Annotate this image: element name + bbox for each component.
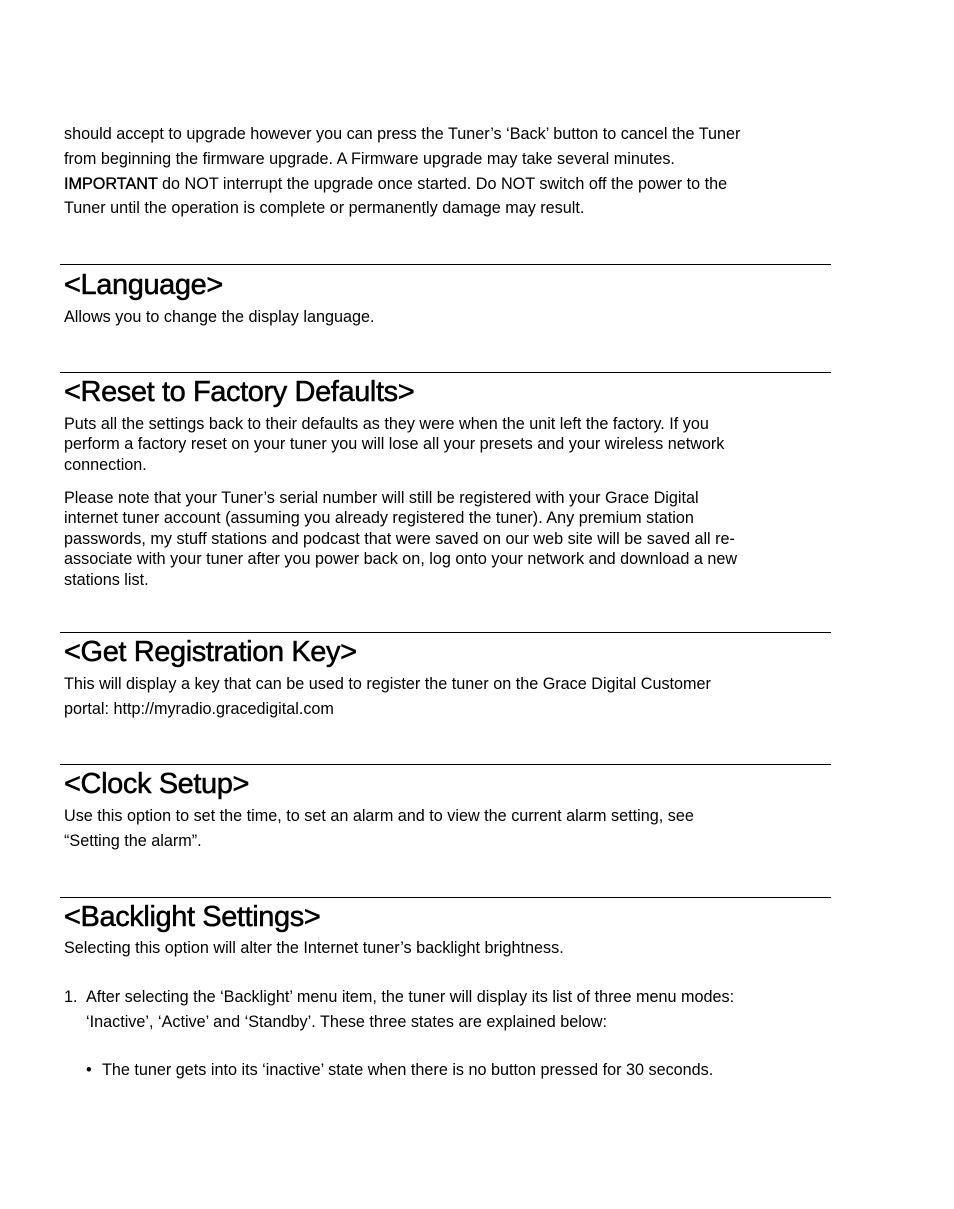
language-text: Allows you to change the display language. <box>64 308 375 326</box>
clock-body <box>64 804 834 854</box>
clock-line: Use this option to set the time, to set an alarm and to view the current alarm setting, see <box>64 807 694 825</box>
intro-paragraph <box>64 122 834 221</box>
section-title-clock: <Clock Setup> <box>64 768 250 800</box>
registration-body <box>64 672 834 722</box>
section-title-reset: <Reset to Factory Defaults> <box>64 376 415 408</box>
list-item-text <box>86 985 834 1035</box>
registration-line: portal: http://myradio.gracedigital.com <box>64 699 334 718</box>
reset-p2-line: stations list. <box>64 570 149 589</box>
intro-line-2: from beginning the firmware upgrade. A Firmware upgrade may take several minutes. <box>64 149 675 168</box>
registration-line: This will display a key that can be used to register the tuner on the Grace Digital Customer <box>64 675 711 693</box>
numbered-list-item <box>64 985 834 1037</box>
intro-line-3 <box>64 172 834 197</box>
section-divider <box>60 632 831 633</box>
language-body <box>64 305 834 330</box>
bullet-icon: • <box>86 1061 92 1079</box>
reset-p2-line: internet tuner account (assuming you already registered the tuner). Any premium station <box>64 509 694 528</box>
reset-p1-line: Puts all the settings back to their defaults as they were when the unit left the factory. If you <box>64 415 709 433</box>
section-title-registration: <Get Registration Key> <box>64 636 357 668</box>
reset-p2-line: Please note that your Tuner’s serial number will still be registered with your Grace Digital <box>64 489 699 507</box>
backlight-body <box>64 936 834 961</box>
section-divider <box>60 764 831 765</box>
section-divider <box>60 264 831 265</box>
section-title-backlight: <Backlight Settings> <box>64 901 321 933</box>
reset-paragraph-2 <box>64 488 834 590</box>
section-divider <box>60 897 831 898</box>
reset-p1-line: connection. <box>64 455 147 474</box>
bullet-text: The tuner gets into its ‘inactive’ state when there is no button pressed for 30 seconds. <box>102 1061 714 1079</box>
intro-line-4: Tuner until the operation is complete or permanently damage may result. <box>64 199 585 218</box>
reset-p2-line: passwords, my stuff stations and podcast that were saved on our web site will be saved all re- <box>64 529 735 548</box>
section-title-language: <Language> <box>64 269 223 301</box>
section-divider <box>60 372 831 373</box>
list-item-line: ‘Inactive’, ‘Active’ and ‘Standby’. These three states are explained below: <box>86 1012 607 1031</box>
list-item-line: After selecting the ‘Backlight’ menu item, the tuner will display its list of three menu modes: <box>86 988 735 1006</box>
clock-line: “Setting the alarm”. <box>64 831 202 850</box>
reset-p1-line: perform a factory reset on your tuner you will lose all your presets and your wireless network <box>64 435 725 454</box>
list-number: 1. <box>64 988 78 1006</box>
reset-p2-line: associate with your tuner after you power back on, log onto your network and download a new <box>64 550 738 569</box>
backlight-text: Selecting this option will alter the Internet tuner’s backlight brightness. <box>64 939 564 957</box>
important-label: IMPORTANT <box>64 174 158 193</box>
reset-paragraph-1 <box>64 414 834 475</box>
intro-line-3-rest: do NOT interrupt the upgrade once started. Do NOT switch off the power to the <box>157 174 728 193</box>
intro-line-1: should accept to upgrade however you can press the Tuner’s ‘Back’ button to cancel the Tuner <box>64 125 741 143</box>
bullet-list-item <box>64 1058 834 1084</box>
